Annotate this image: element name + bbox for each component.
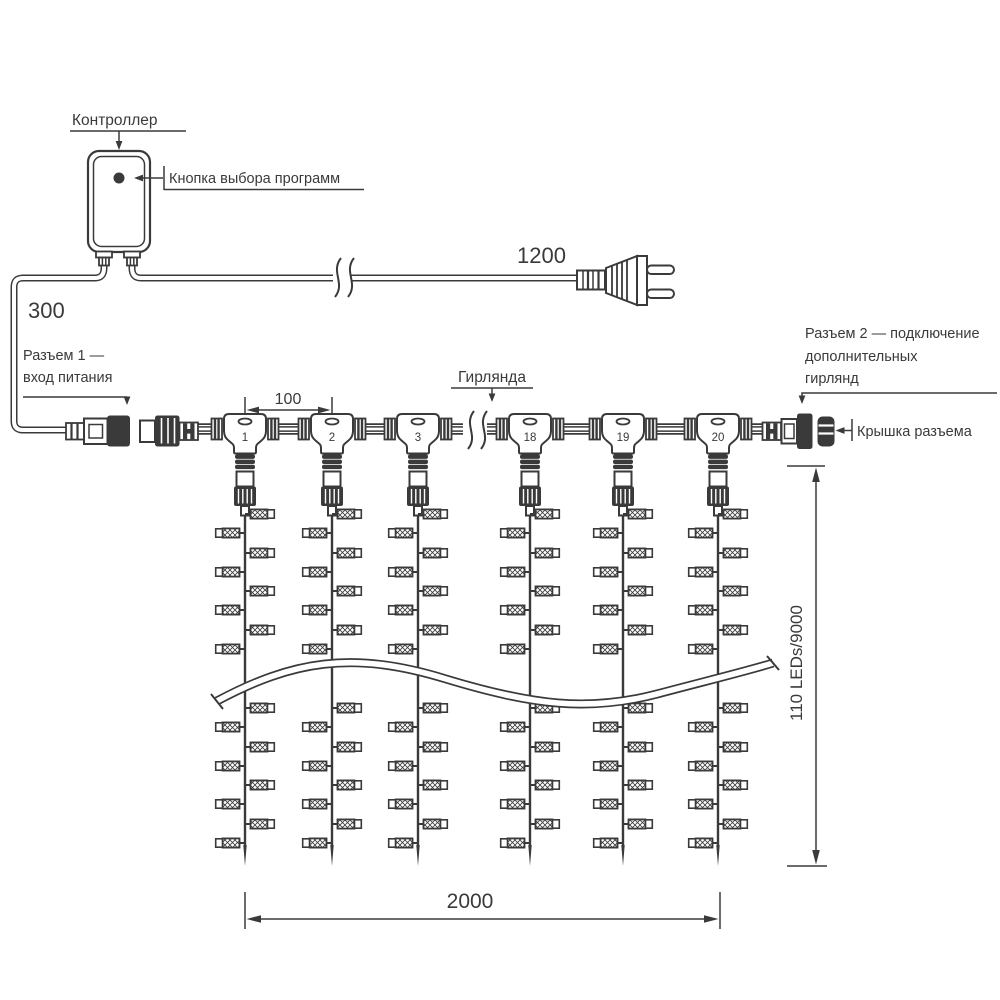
led-tip bbox=[553, 781, 560, 789]
dim-power-cord: 1200 bbox=[517, 243, 566, 268]
dim-curtain-width bbox=[245, 890, 720, 929]
led-capsule bbox=[389, 567, 418, 576]
svg-text:Гирлянда: Гирлянда bbox=[458, 369, 526, 386]
right-arrow-icon bbox=[318, 407, 331, 414]
led-capsule bbox=[418, 742, 447, 751]
led-tip bbox=[501, 529, 508, 537]
led-tip bbox=[441, 781, 448, 789]
led-capsule bbox=[530, 625, 559, 634]
led-capsule bbox=[501, 838, 530, 847]
tee-connector bbox=[685, 414, 752, 469]
led-tip bbox=[303, 762, 310, 770]
led-capsule bbox=[418, 780, 447, 789]
rail-segment bbox=[451, 427, 463, 431]
led-tip bbox=[646, 626, 653, 634]
tee-slot bbox=[239, 419, 252, 425]
led-capsule bbox=[689, 799, 718, 808]
connector2-label bbox=[799, 326, 997, 404]
led-capsule bbox=[530, 742, 559, 751]
wave-cable bbox=[211, 656, 779, 709]
tee-connector bbox=[497, 414, 564, 469]
tee-number: 2 bbox=[328, 432, 336, 444]
led-capsule bbox=[216, 722, 245, 731]
led-capsule bbox=[245, 586, 274, 595]
led-tip bbox=[501, 568, 508, 576]
rail-segment bbox=[564, 427, 591, 431]
tee-number: 19 bbox=[616, 432, 630, 444]
led-capsule bbox=[623, 780, 652, 789]
led-capsule bbox=[530, 780, 559, 789]
led-capsule bbox=[303, 644, 332, 653]
led-capsule bbox=[594, 567, 623, 576]
led-capsule bbox=[501, 761, 530, 770]
left-arrow-icon bbox=[247, 915, 262, 923]
led-tip bbox=[268, 704, 275, 712]
led-capsule bbox=[332, 548, 361, 557]
svg-text:Разъем 1 —: Разъем 1 — bbox=[23, 348, 105, 364]
svg-text:Крышка разъема: Крышка разъема bbox=[857, 424, 972, 440]
garland-rail bbox=[198, 427, 763, 431]
led-capsule bbox=[530, 819, 559, 828]
led-tip bbox=[646, 587, 653, 595]
led-tip bbox=[646, 781, 653, 789]
right-arrow-icon bbox=[704, 915, 719, 923]
led-tip bbox=[646, 549, 653, 557]
led-capsule bbox=[389, 799, 418, 808]
down-arrow-icon bbox=[124, 397, 131, 406]
led-tip bbox=[689, 762, 696, 770]
string-tip bbox=[416, 845, 419, 866]
led-capsule bbox=[718, 780, 747, 789]
rail-output-connector bbox=[763, 414, 813, 450]
string-tip bbox=[528, 845, 531, 866]
led-capsule bbox=[594, 722, 623, 731]
led-tip bbox=[689, 645, 696, 653]
led-capsule bbox=[623, 548, 652, 557]
string-tip bbox=[330, 845, 333, 866]
led-capsule bbox=[332, 742, 361, 751]
led-capsule bbox=[594, 799, 623, 808]
tee-slot bbox=[617, 419, 630, 425]
svg-text:гирлянд: гирлянд bbox=[805, 371, 859, 387]
led-capsule bbox=[689, 528, 718, 537]
led-tip bbox=[689, 529, 696, 537]
led-tip bbox=[553, 549, 560, 557]
program-button-label-text: Кнопка выбора программ bbox=[169, 171, 341, 187]
led-tip bbox=[389, 839, 396, 847]
led-capsule bbox=[594, 528, 623, 537]
plug-prong bbox=[647, 290, 674, 299]
led-tip bbox=[741, 781, 748, 789]
rail-segment bbox=[365, 427, 386, 431]
dim-curtain-height bbox=[787, 466, 827, 866]
led-capsule bbox=[216, 644, 245, 653]
lead-in-cable bbox=[14, 264, 104, 430]
led-capsule bbox=[530, 586, 559, 595]
tee-slot bbox=[712, 419, 725, 425]
led-capsule bbox=[303, 722, 332, 731]
svg-text:дополнительных: дополнительных bbox=[805, 349, 918, 365]
down-arrow-icon bbox=[489, 394, 496, 403]
led-tip bbox=[389, 606, 396, 614]
led-capsule bbox=[718, 703, 747, 712]
led-tip bbox=[355, 510, 362, 518]
led-tip bbox=[646, 704, 653, 712]
led-capsule bbox=[389, 722, 418, 731]
led-capsule bbox=[501, 799, 530, 808]
led-tip bbox=[303, 800, 310, 808]
led-capsule bbox=[245, 742, 274, 751]
led-tip bbox=[553, 510, 560, 518]
led-tip bbox=[689, 839, 696, 847]
svg-text:100: 100 bbox=[274, 391, 302, 408]
down-arrow-icon bbox=[812, 850, 820, 865]
led-capsule bbox=[216, 567, 245, 576]
led-tip bbox=[501, 723, 508, 731]
led-capsule bbox=[245, 548, 274, 557]
led-tip bbox=[594, 529, 601, 537]
led-capsule bbox=[594, 644, 623, 653]
led-tip bbox=[594, 839, 601, 847]
led-tip bbox=[303, 568, 310, 576]
led-string bbox=[389, 509, 448, 866]
led-tip bbox=[501, 645, 508, 653]
led-tip bbox=[646, 510, 653, 518]
controller-label-text: Контроллер bbox=[72, 112, 158, 129]
led-tip bbox=[501, 800, 508, 808]
led-tip bbox=[594, 568, 601, 576]
led-tip bbox=[689, 800, 696, 808]
string-tip bbox=[243, 845, 246, 866]
led-capsule bbox=[501, 644, 530, 653]
led-tip bbox=[216, 645, 223, 653]
left-arrow-icon bbox=[247, 407, 260, 414]
led-tip bbox=[355, 626, 362, 634]
led-capsule bbox=[332, 780, 361, 789]
power-plug bbox=[577, 256, 674, 305]
led-capsule bbox=[245, 703, 274, 712]
led-capsule bbox=[303, 528, 332, 537]
led-tip bbox=[594, 723, 601, 731]
led-tip bbox=[553, 587, 560, 595]
led-tip bbox=[216, 529, 223, 537]
led-tip bbox=[268, 781, 275, 789]
dim-drop-spacing bbox=[245, 391, 332, 416]
power-input-connector bbox=[66, 416, 130, 447]
led-capsule bbox=[718, 548, 747, 557]
led-tip bbox=[594, 645, 601, 653]
tee-number: 20 bbox=[711, 432, 725, 444]
led-tip bbox=[389, 723, 396, 731]
rail-input-connector bbox=[140, 416, 198, 447]
program-button-label bbox=[134, 166, 364, 190]
rail-segment bbox=[279, 427, 300, 431]
led-tip bbox=[355, 781, 362, 789]
led-capsule bbox=[303, 761, 332, 770]
connector-cap bbox=[818, 417, 835, 447]
led-capsule bbox=[303, 567, 332, 576]
curtain-strings bbox=[212, 414, 752, 866]
tee-connector bbox=[385, 414, 452, 469]
led-tip bbox=[741, 704, 748, 712]
controller-outlet-right bbox=[124, 252, 140, 266]
led-capsule bbox=[389, 761, 418, 770]
connector1-label bbox=[23, 348, 130, 405]
led-tip bbox=[741, 820, 748, 828]
svg-text:Разъем 2 — подключение: Разъем 2 — подключение bbox=[805, 326, 980, 342]
led-tip bbox=[646, 743, 653, 751]
led-capsule bbox=[418, 703, 447, 712]
svg-text:вход питания: вход питания bbox=[23, 370, 113, 386]
led-tip bbox=[216, 606, 223, 614]
led-tip bbox=[689, 723, 696, 731]
led-tip bbox=[355, 549, 362, 557]
led-tip bbox=[303, 606, 310, 614]
controller-outlet-left bbox=[96, 252, 112, 266]
tee-connector bbox=[212, 414, 279, 469]
led-tip bbox=[216, 800, 223, 808]
led-tip bbox=[389, 762, 396, 770]
led-tip bbox=[741, 549, 748, 557]
led-tip bbox=[216, 568, 223, 576]
left-arrow-icon bbox=[836, 427, 845, 434]
led-capsule bbox=[216, 528, 245, 537]
led-tip bbox=[268, 626, 275, 634]
led-capsule bbox=[718, 742, 747, 751]
led-capsule bbox=[389, 605, 418, 614]
led-capsule bbox=[303, 799, 332, 808]
led-capsule bbox=[418, 819, 447, 828]
led-capsule bbox=[623, 625, 652, 634]
led-capsule bbox=[623, 742, 652, 751]
led-capsule bbox=[216, 761, 245, 770]
led-tip bbox=[355, 743, 362, 751]
led-capsule bbox=[689, 644, 718, 653]
led-capsule bbox=[623, 819, 652, 828]
led-capsule bbox=[418, 586, 447, 595]
led-capsule bbox=[389, 528, 418, 537]
tee-slot bbox=[524, 419, 537, 425]
led-capsule bbox=[332, 703, 361, 712]
led-capsule bbox=[245, 780, 274, 789]
led-tip bbox=[741, 743, 748, 751]
led-tip bbox=[501, 839, 508, 847]
string-tip bbox=[621, 845, 624, 866]
led-capsule bbox=[689, 605, 718, 614]
led-tip bbox=[501, 606, 508, 614]
led-capsule bbox=[530, 548, 559, 557]
led-capsule bbox=[689, 567, 718, 576]
led-tip bbox=[355, 587, 362, 595]
tee-slot bbox=[326, 419, 339, 425]
led-tip bbox=[741, 587, 748, 595]
svg-text:2000: 2000 bbox=[446, 890, 494, 913]
led-tip bbox=[268, 587, 275, 595]
led-tip bbox=[303, 645, 310, 653]
led-capsule bbox=[689, 838, 718, 847]
led-tip bbox=[594, 606, 601, 614]
led-capsule bbox=[594, 761, 623, 770]
tee-connector bbox=[299, 414, 366, 469]
led-tip bbox=[553, 743, 560, 751]
led-tip bbox=[268, 510, 275, 518]
led-capsule bbox=[594, 605, 623, 614]
led-tip bbox=[389, 568, 396, 576]
down-arrow-icon bbox=[799, 396, 806, 405]
led-tip bbox=[268, 743, 275, 751]
led-capsule bbox=[245, 625, 274, 634]
led-tip bbox=[355, 704, 362, 712]
tee-number: 1 bbox=[241, 432, 249, 444]
led-capsule bbox=[216, 838, 245, 847]
led-tip bbox=[303, 723, 310, 731]
led-string bbox=[303, 509, 362, 866]
connector-cap-label bbox=[836, 419, 973, 441]
led-capsule bbox=[303, 605, 332, 614]
led-capsule bbox=[501, 722, 530, 731]
led-tip bbox=[389, 645, 396, 653]
led-capsule bbox=[332, 586, 361, 595]
led-capsule bbox=[718, 625, 747, 634]
led-tip bbox=[553, 626, 560, 634]
controller-label bbox=[70, 112, 186, 150]
led-tip bbox=[741, 626, 748, 634]
led-capsule bbox=[216, 605, 245, 614]
led-tip bbox=[268, 820, 275, 828]
rail-segment bbox=[751, 427, 763, 431]
led-tip bbox=[646, 820, 653, 828]
led-capsule bbox=[718, 586, 747, 595]
led-tip bbox=[216, 723, 223, 731]
power-cable bbox=[132, 258, 578, 297]
led-tip bbox=[355, 820, 362, 828]
string-tip bbox=[716, 845, 719, 866]
led-capsule bbox=[389, 644, 418, 653]
rail-segment bbox=[656, 427, 685, 431]
led-capsule bbox=[216, 799, 245, 808]
tee-number: 18 bbox=[523, 432, 537, 444]
led-tip bbox=[441, 510, 448, 518]
led-capsule bbox=[245, 819, 274, 828]
led-capsule bbox=[623, 586, 652, 595]
led-capsule bbox=[303, 838, 332, 847]
led-tip bbox=[594, 800, 601, 808]
led-tip bbox=[689, 568, 696, 576]
led-tip bbox=[441, 549, 448, 557]
led-tip bbox=[216, 762, 223, 770]
led-capsule bbox=[389, 838, 418, 847]
led-capsule bbox=[594, 838, 623, 847]
led-tip bbox=[553, 820, 560, 828]
tee-connector bbox=[590, 414, 657, 469]
led-tip bbox=[441, 626, 448, 634]
led-tip bbox=[216, 839, 223, 847]
tee-number: 3 bbox=[414, 432, 422, 444]
led-tip bbox=[303, 839, 310, 847]
led-tip bbox=[441, 704, 448, 712]
led-capsule bbox=[501, 528, 530, 537]
controller-unit bbox=[88, 151, 150, 266]
led-tip bbox=[501, 762, 508, 770]
plug-prong bbox=[647, 266, 674, 275]
led-tip bbox=[594, 762, 601, 770]
led-capsule bbox=[332, 625, 361, 634]
led-tip bbox=[389, 800, 396, 808]
led-capsule bbox=[501, 567, 530, 576]
tee-slot bbox=[412, 419, 425, 425]
led-tip bbox=[689, 606, 696, 614]
led-tip bbox=[441, 743, 448, 751]
led-tip bbox=[268, 549, 275, 557]
program-select-button bbox=[114, 173, 125, 184]
rail-segment bbox=[198, 427, 213, 431]
led-tip bbox=[741, 510, 748, 518]
rail-segment bbox=[487, 427, 497, 431]
led-tip bbox=[441, 820, 448, 828]
led-capsule bbox=[418, 548, 447, 557]
led-tip bbox=[441, 587, 448, 595]
led-capsule bbox=[689, 761, 718, 770]
dim-lead-in: 300 bbox=[28, 298, 65, 323]
down-arrow-icon bbox=[116, 141, 123, 150]
led-tip bbox=[303, 529, 310, 537]
svg-text:110 LEDs/9000: 110 LEDs/9000 bbox=[787, 605, 806, 721]
up-arrow-icon bbox=[812, 468, 820, 483]
led-capsule bbox=[689, 722, 718, 731]
led-capsule bbox=[332, 819, 361, 828]
cable-break-icon bbox=[335, 258, 354, 297]
led-capsule bbox=[501, 605, 530, 614]
led-string bbox=[501, 509, 560, 866]
led-capsule bbox=[718, 819, 747, 828]
led-tip bbox=[389, 529, 396, 537]
rail-break-icon bbox=[468, 411, 487, 449]
led-string bbox=[594, 509, 653, 866]
garland-label bbox=[451, 369, 533, 402]
led-capsule bbox=[418, 625, 447, 634]
